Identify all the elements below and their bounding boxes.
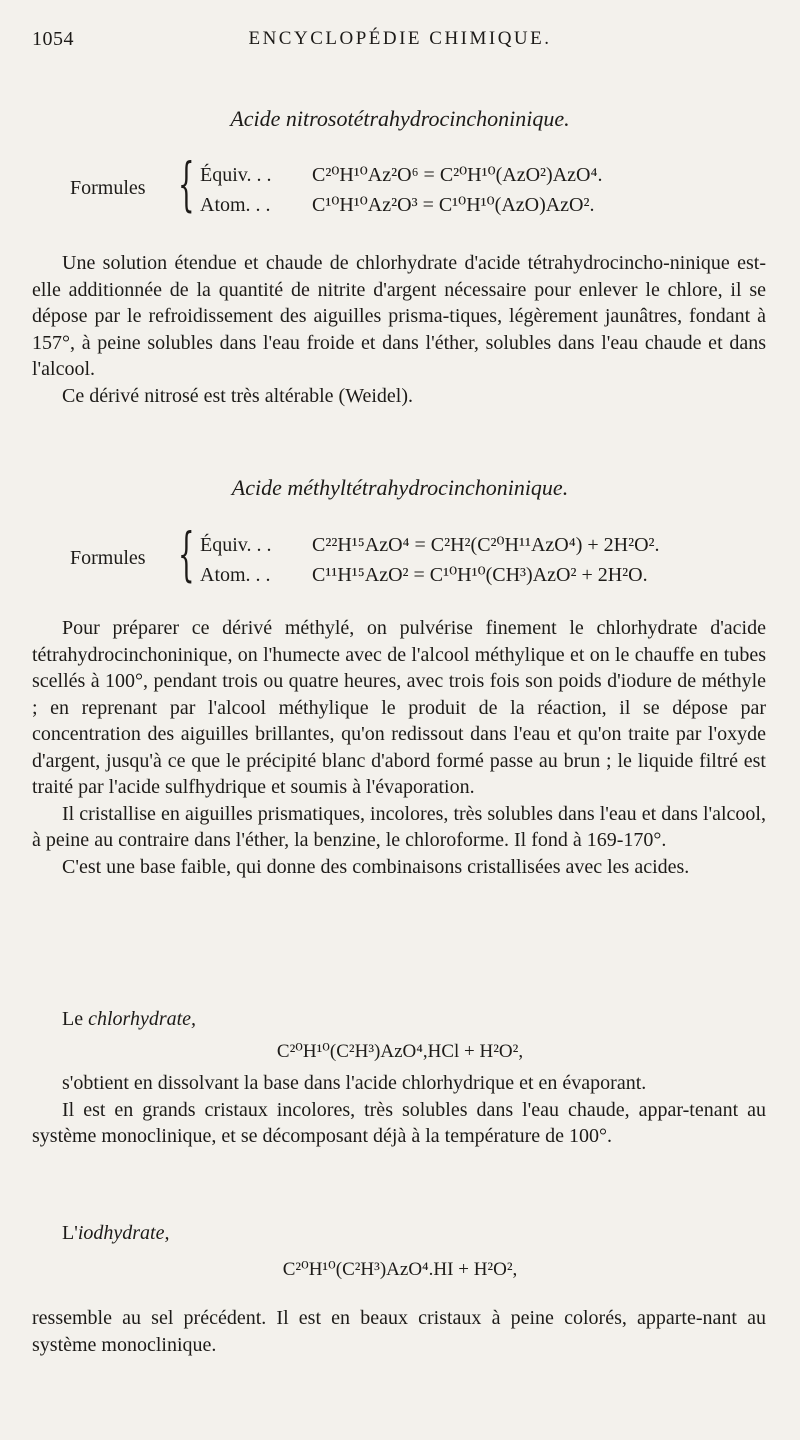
paragraph: Il cristallise en aiguilles prismatiques, incolores, très solubles dans l'eau et dans l'alcool, à peine au contraire dans l'éther, la benzine, le chloroforme. Il fond à 169-170°.	[32, 802, 766, 851]
equiv-formula: C²⁰H¹⁰Az²O⁶ = C²⁰H¹⁰(AzO²)AzO⁴.	[312, 164, 603, 186]
paragraph: Une solution étendue et chaude de chlorhydrate d'acide tétrahydrocincho-ninique est-elle additionnée de la quantité de nitrite d'argent nécessaire pour enlever le chlore, il se dépose par le refroidissement des aiguilles prisma-tiques, légèrement jaunâtres, fondant à 157°, à peine solubles dans l'eau froide et dans l'éther, solubles dans l'eau chaude et dans l'alcool.	[32, 252, 766, 380]
atom-formula: C¹¹H¹⁵AzO² = C¹⁰H¹⁰(CH³)AzO² + 2H²O.	[312, 564, 648, 586]
paragraph: C'est une base faible, qui donne des combinaisons cristallisées avec les acides.	[62, 855, 690, 878]
chlorhydrate-formula: C²⁰H¹⁰(C²H³)AzO⁴,HCl + H²O²,	[276, 1041, 524, 1062]
formula-block-nitroso	[70, 150, 750, 222]
atom-label: Atom. . .	[200, 194, 271, 216]
equiv-label: Équiv. . .	[200, 534, 272, 556]
atom-label: Atom. . .	[200, 564, 271, 586]
formules-label: Formules	[70, 547, 146, 569]
body-text-methyl	[32, 615, 766, 880]
paragraph: s'obtient en dissolvant la base dans l'acide chlorhydrique et en évaporant.	[62, 1072, 647, 1094]
page-number: 1054	[32, 28, 74, 50]
paragraph: ressemble au sel précédent. Il est en beaux cristaux à peine colorés, apparte-nant au système monoclinique.	[32, 1307, 766, 1356]
formula-row-atom	[200, 192, 595, 217]
curly-brace-icon: {	[178, 520, 195, 588]
paragraph: Ce dérivé nitrosé est très altérable (Weidel).	[62, 384, 414, 407]
curly-brace-icon: {	[178, 150, 195, 218]
formules-label: Formules	[70, 177, 146, 199]
chlorhydrate-name: chlorhydrate,	[88, 1008, 197, 1030]
equiv-formula: C²²H¹⁵AzO⁴ = C²H²(C²⁰H¹¹AzO⁴) + 2H²O².	[312, 534, 660, 556]
body-text-iodhydrate	[32, 1305, 766, 1358]
chlorhydrate-prefix: Le	[62, 1008, 89, 1030]
section-title-nitroso: Acide nitrosotétrahydrocinchoninique.	[230, 106, 570, 131]
body-text-chlorhydrate	[32, 1070, 766, 1150]
page-header	[32, 28, 768, 54]
formula-row-equiv	[200, 162, 602, 187]
running-head: ENCYCLOPÉDIE CHIMIQUE.	[248, 28, 552, 49]
iodhydrate-name: iodhydrate,	[77, 1222, 170, 1244]
paragraph: Il est en grands cristaux incolores, très solubles dans l'eau chaude, appar-tenant au système monoclinique, et se décomposant déjà à la température de 100°.	[32, 1098, 766, 1147]
iodhydrate-formula: C²⁰H¹⁰(C²H³)AzO⁴.HI + H²O²,	[282, 1259, 518, 1280]
iodhydrate-prefix: L'	[62, 1222, 78, 1244]
formula-block-methyl	[70, 520, 750, 592]
equiv-label: Équiv. . .	[200, 164, 272, 186]
paragraph: Pour préparer ce dérivé méthylé, on pulvérise finement le chlorhydrate d'acide tétrahydrocinchoninique, on l'humecte avec de l'alcool méthylique et on le chauffe en tubes scellés à 100°, pendant trois ou quatre heures, avec trois fois son poids d'iodure de méthyle ; en reprenant par l'alcool méthylique le produit de la réaction, il se dépose par concentration des aiguilles brillantes, qu'on redissout dans l'eau et qu'on traite par l'oxyde d'argent, jusqu'à ce que le précipité blanc d'abord formé passe au brun ; le liquide filtré est traité par l'acide sulfhydrique et soumis à l'évaporation.	[32, 617, 766, 798]
chlorhydrate-heading	[62, 1008, 196, 1031]
formula-row-equiv	[200, 532, 660, 557]
iodhydrate-heading	[62, 1222, 169, 1245]
body-text-nitroso	[32, 250, 766, 409]
formula-row-atom	[200, 562, 648, 587]
section-title-methyl: Acide méthyltétrahydrocinchoninique.	[231, 475, 569, 500]
atom-formula: C¹⁰H¹⁰Az²O³ = C¹⁰H¹⁰(AzO)AzO².	[312, 194, 595, 216]
